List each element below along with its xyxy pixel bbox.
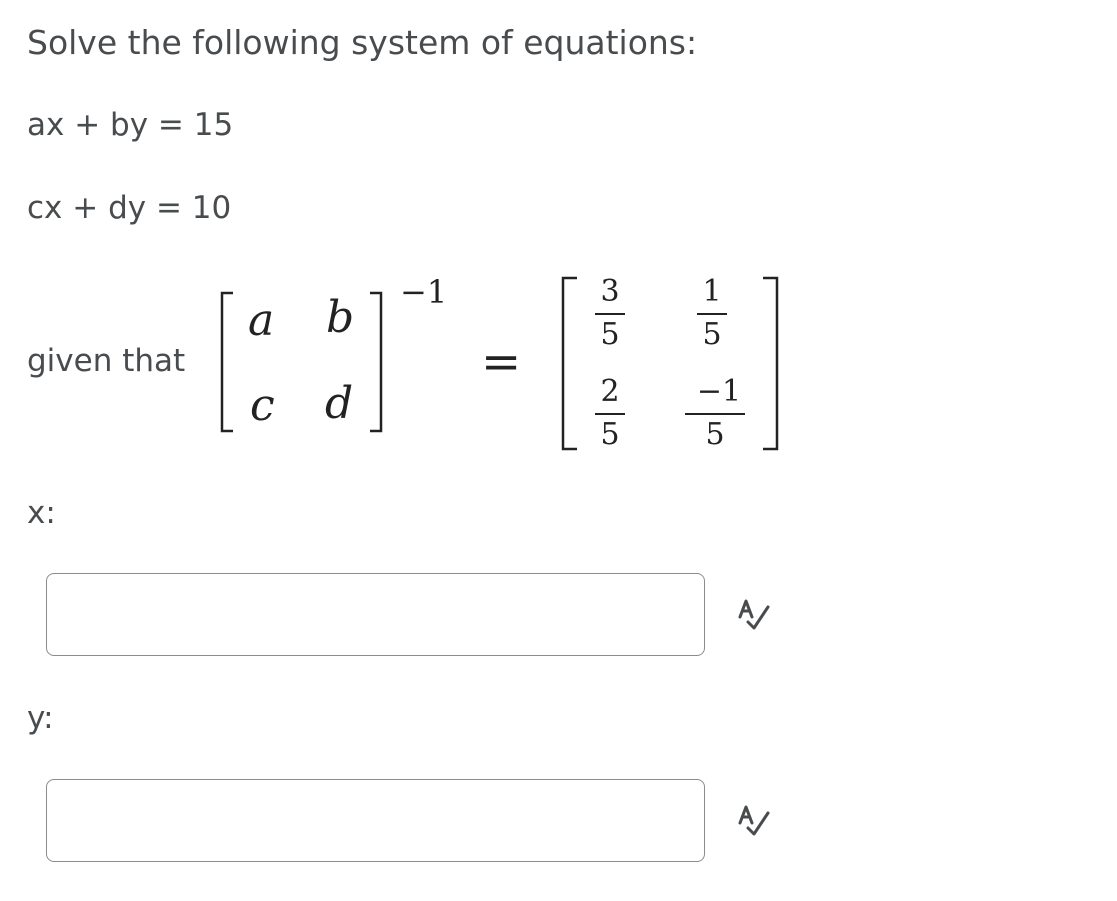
y-answer-label: y: xyxy=(27,700,54,736)
left-matrix-close-bracket xyxy=(370,293,381,431)
fraction-r1c2-denominator: 5 xyxy=(702,317,722,352)
x-answer-input[interactable] xyxy=(46,573,705,656)
matrix-entry-d: d xyxy=(325,378,354,429)
fraction-r1c2-bar xyxy=(697,313,727,315)
fraction-r1c2-numerator: 1 xyxy=(702,274,722,309)
x-answer-label: x: xyxy=(27,495,56,531)
fraction-r2c2-bar xyxy=(685,413,745,415)
matrix-entry-c: c xyxy=(250,380,275,431)
equals-sign: = xyxy=(481,334,522,390)
fraction-r2c2-denominator: 5 xyxy=(705,417,725,452)
fraction-r1c1-numerator: 3 xyxy=(600,274,620,309)
spellcheck-icon[interactable] xyxy=(734,595,774,635)
equation-2: cx + dy = 10 xyxy=(27,190,232,226)
equation-1: ax + by = 15 xyxy=(27,107,234,143)
fraction-r2c1-bar xyxy=(595,413,625,415)
spellcheck-icon[interactable] xyxy=(734,801,774,841)
fraction-r2c1-numerator: 2 xyxy=(600,374,620,409)
given-that-label: given that xyxy=(27,343,186,379)
matrix-entry-b: b xyxy=(326,292,355,343)
y-answer-input[interactable] xyxy=(46,779,705,862)
left-matrix-open-bracket xyxy=(222,293,233,431)
fraction-r2c2-numerator: −1 xyxy=(696,374,742,409)
fraction-r1c1-bar xyxy=(595,313,625,315)
question-title: Solve the following system of equations: xyxy=(27,23,698,62)
right-matrix-close-bracket xyxy=(763,278,777,449)
inverse-exponent: −1 xyxy=(400,273,448,311)
matrix-entry-a: a xyxy=(248,295,275,346)
fraction-r2c1-denominator: 5 xyxy=(600,417,620,452)
fraction-r1c1-denominator: 5 xyxy=(600,317,620,352)
right-matrix-open-bracket xyxy=(563,278,577,449)
